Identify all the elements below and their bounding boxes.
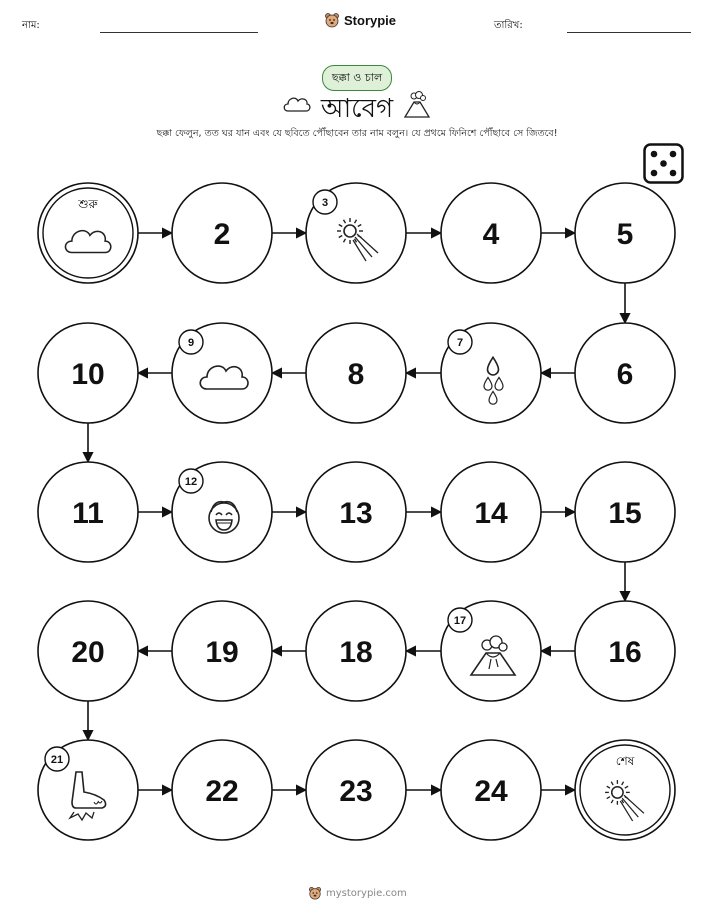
board-cell-8 [306, 323, 406, 423]
footer [308, 886, 407, 900]
cell-number: 24 [474, 775, 508, 808]
board-cell-11 [38, 462, 138, 562]
cell-number: 20 [71, 636, 105, 669]
instructions: ছক্কা ফেলুন, তত ঘর যান এবং যে ছবিতে পৌঁছাবেন তার নাম বলুন। যে প্রথমে ফিনিশে পৌঁছাবে সে জিতবে! [156, 128, 558, 139]
page-title: আবেগ [320, 94, 394, 124]
game-type-badge: ছক্কা ও চাল [322, 65, 392, 91]
cell-number: 6 [616, 358, 634, 391]
board-cell-22 [172, 740, 272, 840]
board-cell-14 [441, 462, 541, 562]
board-cell-17 [441, 601, 541, 701]
name-label: নাম: [22, 20, 40, 31]
cell-number: 14 [474, 497, 508, 530]
cell-number: 13 [339, 497, 373, 530]
start-label: শুরু [78, 197, 98, 211]
cell-number: 12 [184, 476, 198, 488]
board-cell-12 [172, 462, 272, 562]
date-label: তারিখ: [494, 20, 523, 31]
board-cell-25 [575, 740, 675, 840]
board-cell-21 [38, 740, 138, 840]
board-cell-10 [38, 323, 138, 423]
bear-mascot-icon [308, 886, 322, 900]
laughing-face-icon [209, 502, 239, 533]
cell-number: 2 [213, 218, 231, 251]
board-cell-1 [38, 183, 138, 283]
board-cell-13 [306, 462, 406, 562]
board-cell-20 [38, 601, 138, 701]
cell-number: 5 [616, 218, 634, 251]
footer-site: mystorypie.com [326, 887, 407, 899]
cell-number: 15 [608, 497, 642, 530]
board-cell-3 [306, 183, 406, 283]
board-cell-2 [172, 183, 272, 283]
cell-number: 22 [205, 775, 239, 808]
board-cell-24 [441, 740, 541, 840]
end-label: শেষ [615, 754, 635, 768]
board-cell-9 [172, 323, 272, 423]
cell-number: 16 [608, 636, 642, 669]
cell-number: 18 [339, 636, 373, 669]
cell-number: 7 [456, 337, 464, 349]
cell-number: 11 [72, 497, 104, 530]
cell-number: 4 [482, 218, 500, 251]
cell-number: 10 [71, 358, 105, 391]
cell-number: 19 [205, 636, 239, 669]
cell-number: 17 [453, 615, 467, 627]
cell-number: 23 [339, 775, 373, 808]
board-cell-23 [306, 740, 406, 840]
board-cell-15 [575, 462, 675, 562]
board-cell-19 [172, 601, 272, 701]
board-cell-5 [575, 183, 675, 283]
cell-number: 21 [50, 754, 64, 766]
board-cell-16 [575, 601, 675, 701]
board-cell-4 [441, 183, 541, 283]
cell-number: 8 [347, 358, 365, 391]
brand-name: Storypie [344, 12, 397, 28]
board-cell-18 [306, 601, 406, 701]
cell-number: 3 [321, 197, 329, 209]
board-cell-6 [575, 323, 675, 423]
cell-number: 9 [187, 337, 195, 349]
board-cell-7 [441, 323, 541, 423]
